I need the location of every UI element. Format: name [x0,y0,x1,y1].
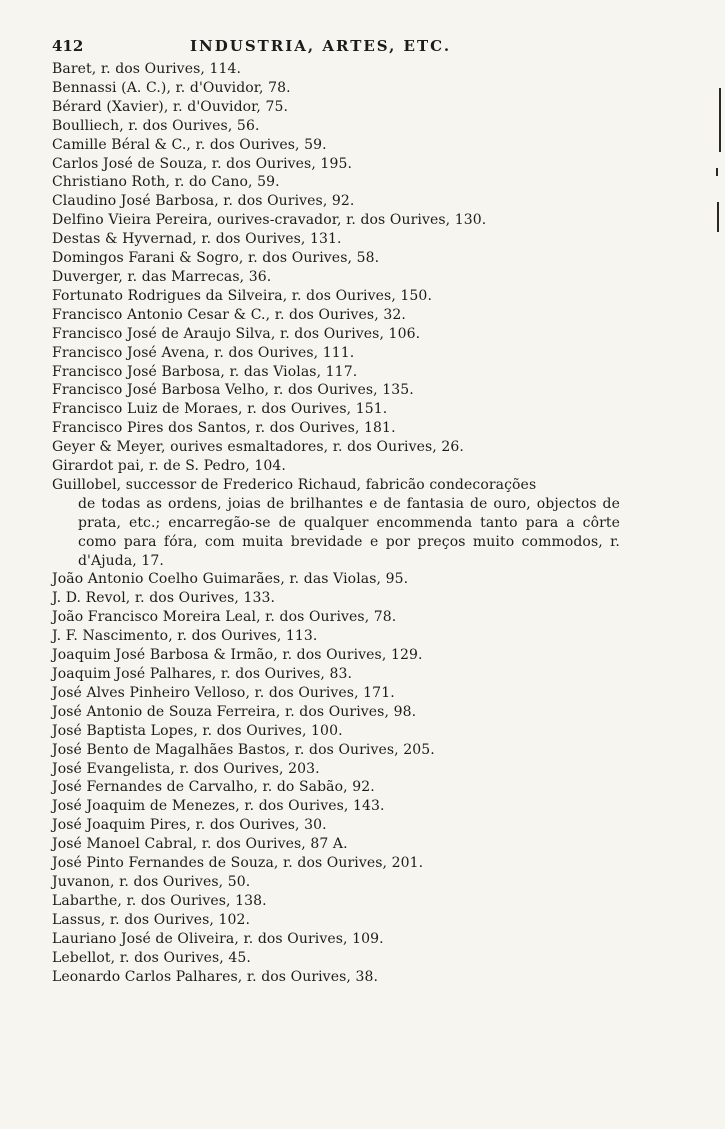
directory-entry: José Alves Pinheiro Velloso, r. dos Ourives, 171. [52,684,395,701]
directory-entry: Christiano Roth, r. do Cano, 59. [52,174,280,191]
directory-entry: J. F. Nascimento, r. dos Ourives, 113. [52,628,318,645]
directory-entry: Camille Béral & C., r. dos Ourives, 59. [52,136,327,153]
directory-entry: Lebellot, r. dos Ourives, 45. [52,949,251,966]
directory-entry: Delfino Vieira Pereira, ourives-cravador, r. dos Ourives, 130. [52,212,487,229]
directory-entry: José Joaquim de Menezes, r. dos Ourives, 143. [52,798,385,815]
directory-entry: João Francisco Moreira Leal, r. dos Ourives, 78. [52,609,397,626]
directory-entry: J. D. Revol, r. dos Ourives, 133. [52,590,276,607]
directory-entry: Francisco José Avena, r. dos Ourives, 111. [52,344,355,361]
directory-entry: Francisco Luiz de Moraes, r. dos Ourives, 151. [52,401,388,418]
entry-first-line: Guillobel, successor de Frederico Richaud, fabricão condecorações [52,476,537,493]
directory-entry: Boulliech, r. dos Ourives, 56. [52,117,260,134]
directory-entry: Leonardo Carlos Palhares, r. dos Ourives, 38. [52,968,379,985]
directory-entry: José Pinto Fernandes de Souza, r. dos Ourives, 201. [52,855,424,872]
directory-entry: Francisco José Barbosa, r. das Violas, 117. [52,363,358,380]
directory-entry: Fortunato Rodrigues da Silveira, r. dos Ourives, 150. [52,287,432,304]
directory-entry: Francisco José de Araujo Silva, r. dos Ourives, 106. [52,325,421,342]
entry-continuation: de todas as ordens, joias de brilhantes e de fantasia de ouro, objectos de prata, etc.; encarregão-se de qualquer encommenda tanto para a côrte como para fóra, com muita brevidade e por preços muito commodos, r. d'Ajuda, 17. [78,495,620,569]
directory-entry: Duverger, r. das Marrecas, 36. [52,268,272,285]
directory-entry: José Manoel Cabral, r. dos Ourives, 87 A. [52,836,348,853]
running-title: INDUSTRIA, ARTES, ETC. [190,37,452,55]
directory-entry: Bennassi (A. C.), r. d'Ouvidor, 78. [52,79,291,96]
directory-entry: Lassus, r. dos Ourives, 102. [52,911,251,928]
directory-entry: Francisco Pires dos Santos, r. dos Ourives, 181. [52,420,396,437]
directory-entry: Joaquim José Barbosa & Irmão, r. dos Ourives, 129. [52,647,423,664]
directory-entry: Girardot pai, r. de S. Pedro, 104. [52,458,286,475]
directory-entry: Carlos José de Souza, r. dos Ourives, 195. [52,155,353,172]
directory-entry: Francisco Antonio Cesar & C., r. dos Ourives, 32. [52,306,406,323]
directory-entry: Geyer & Meyer, ourives esmaltadores, r. dos Ourives, 26. [52,439,464,456]
directory-entry: Lauriano José de Oliveira, r. dos Ourives, 109. [52,930,384,947]
page-header [52,36,612,56]
directory-entry: Joaquim José Palhares, r. dos Ourives, 83. [52,666,353,682]
directory-entry: José Joaquim Pires, r. dos Ourives, 30. [52,817,327,834]
page-number: 412 [52,37,84,55]
directory-entry: José Fernandes de Carvalho, r. do Sabão, 92. [52,779,375,796]
directory-entry: João Antonio Coelho Guimarães, r. das Violas, 95. [52,571,409,588]
directory-entry: Bérard (Xavier), r. d'Ouvidor, 75. [52,98,289,115]
page-edge-marks [711,50,725,210]
directory-entry: Labarthe, r. dos Ourives, 138. [52,892,267,909]
directory-entry: José Baptista Lopes, r. dos Ourives, 100. [52,722,343,739]
directory-entry: José Evangelista, r. dos Ourives, 203. [52,760,320,777]
directory-entry: Francisco José Barbosa Velho, r. dos Ourives, 135. [52,382,414,399]
directory-entry-guillobel [52,476,620,571]
directory-list [52,60,620,986]
directory-entry: Domingos Farani & Sogro, r. dos Ourives, 58. [52,250,380,267]
directory-entry: Claudino José Barbosa, r. dos Ourives, 92. [52,193,355,210]
directory-entry: Destas & Hyvernad, r. dos Ourives, 131. [52,231,342,248]
directory-entry: José Antonio de Souza Ferreira, r. dos Ourives, 98. [52,703,417,720]
directory-entry: Baret, r. dos Ourives, 114. [52,61,242,77]
directory-entry: José Bento de Magalhães Bastos, r. dos Ourives, 205. [52,741,435,758]
directory-entry: Juvanon, r. dos Ourives, 50. [52,873,251,890]
